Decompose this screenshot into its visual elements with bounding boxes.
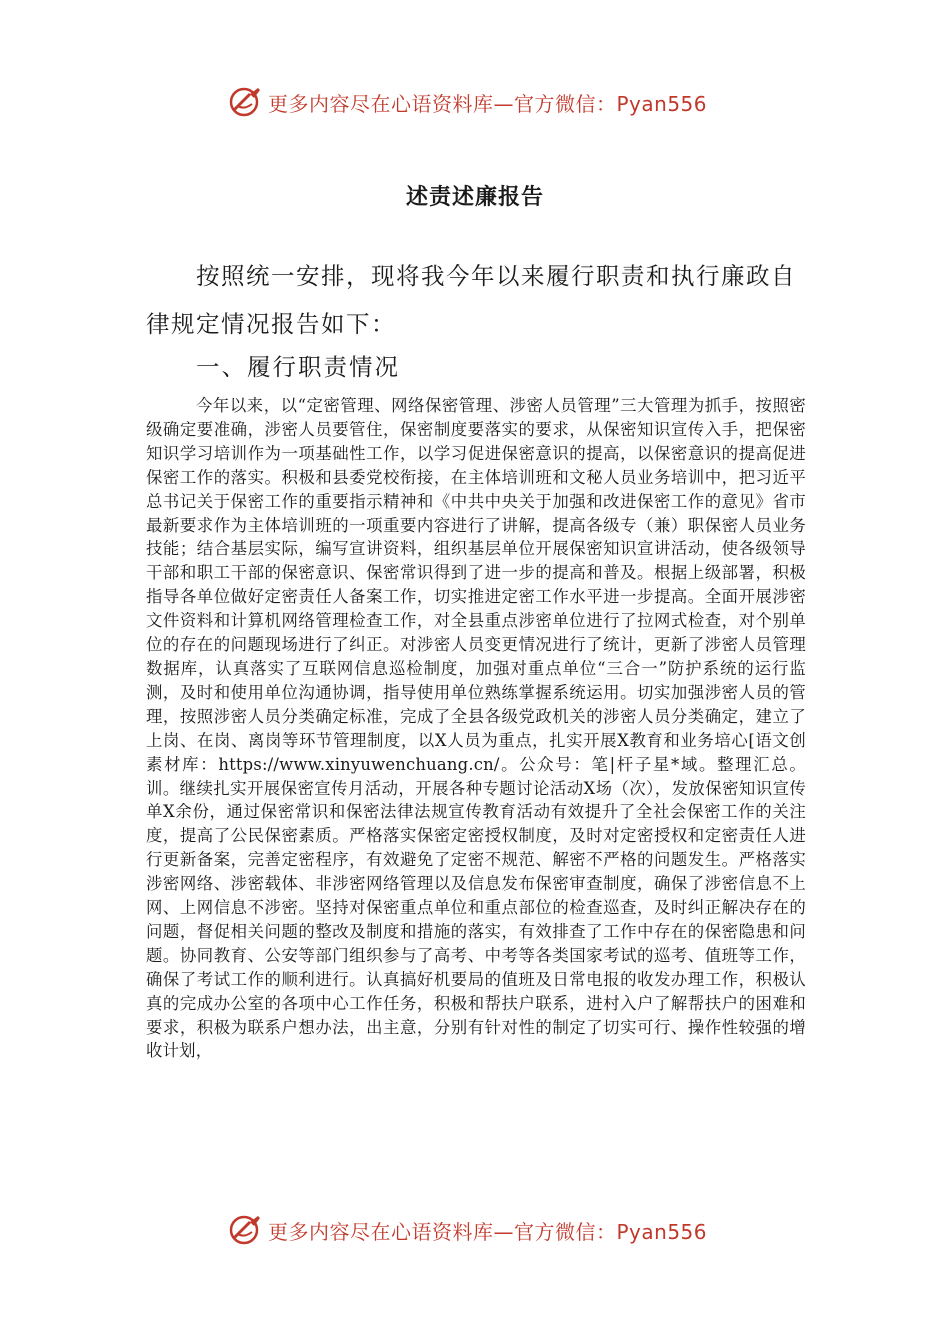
- pen-logo-icon: [228, 84, 264, 120]
- watermark-banner-bottom: [228, 1210, 728, 1250]
- document-title: 述责述廉报告: [405, 185, 544, 210]
- watermark-text: 更多内容尽在心语资料库—官方微信：Pyan556: [268, 1219, 708, 1244]
- intro-paragraph: 按照统一安排，现将我今年以来履行职责和执行廉政自律规定情况报告如下：: [146, 262, 796, 338]
- watermark-banner-top: [228, 82, 728, 122]
- pen-logo-icon: [228, 1212, 264, 1248]
- watermark-text: 更多内容尽在心语资料库—官方微信：Pyan556: [268, 91, 708, 116]
- body-paragraph: 今年以来，以“定密管理、网络保密管理、涉密人员管理”三大管理为抓手，按照密级确定要准确，涉密人员要管住，保密制度要落实的要求，从保密知识宣传入手，把保密知识学习培训作为一项基础性工作，以学习促进保密意识的提高，以保密意识的提高促进保密工作的落实。积极和县委党校衔接，在主体培训班和文秘人员业务培训中，把习近平总书记关于保密工作的重要指示精神和《中共中央关于加强和改进保密工作的意见》省市最新要求作为主体培训班的一项重要内容进行了讲解，提高各级专（兼）职保密人员业务技能；结合基层实际，编写宣讲资料，组织基层单位开展保密知识宣讲活动，使各级领导干部和职工干部的保密意识、保密常识得到了进一步的提高和普及。根据上级部署，积极指导各单位做好定密责任人备案工作，切实推进定密工作水平进一步提高。全面开展涉密文件资料和计算机网络管理检查工作，对全县重点涉密单位进行了拉网式检查，对个别单位的存在的问题现场进行了纠正。对涉密人员变更情况进行了统计，更新了涉密人员管理数据库，认真落实了互联网信息巡检制度，加强对重点单位“三合一”防护系统的运行监测，及时和使用单位沟通协调，指导使用单位熟练掌握系统运用。切实加强涉密人员的管理，按照涉密人员分类确定标准，完成了全县各级党政机关的涉密人员分类确定，建立了上岗、在岗、离岗等环节管理制度，以X人员为重点，扎实开展X教育和业务培心[语文创素材库：https://www.xinyuwenchuang.cn/。公众号：笔|杆子星*域。整理汇总。训。继续扎实开展保密宣传月活动，开展各种专题讨论活动X场（次），发放保密知识宣传单X余份，通过保密常识和保密法律法规宣传教育活动有效提升了全社会保密工作的关注度，提高了公民保密素质。严格落实保密定密授权制度，及时对定密授权和定密责任人进行更新备案，完善定密程序，有效避免了定密不规范、解密不严格的问题发生。严格落实涉密网络、涉密载体、非涉密网络管理以及信息发布保密审查制度，确保了涉密信息不上网、上网信息不涉密。坚持对保密重点单位和重点部位的检查巡查，及时纠正解决存在的问题，督促相关问题的整改及制度和措施的落实，有效排查了工作中存在的保密隐患和问题。协同教育、公安等部门组织参与了高考、中考等各类国家考试的巡考、值班等工作，确保了考试工作的顺利进行。认真搞好机要局的值班及日常电报的收发办理工作，积极认真的完成办公室的各项中心工作任务，积极和帮扶户联系，进村入户了解帮扶户的困难和要求，积极为联系户想办法，出主意，分别有针对性的制定了切实可行、操作性较强的增收计划，: [146, 396, 806, 1061]
- section-heading: 一、履行职责情况: [196, 353, 400, 381]
